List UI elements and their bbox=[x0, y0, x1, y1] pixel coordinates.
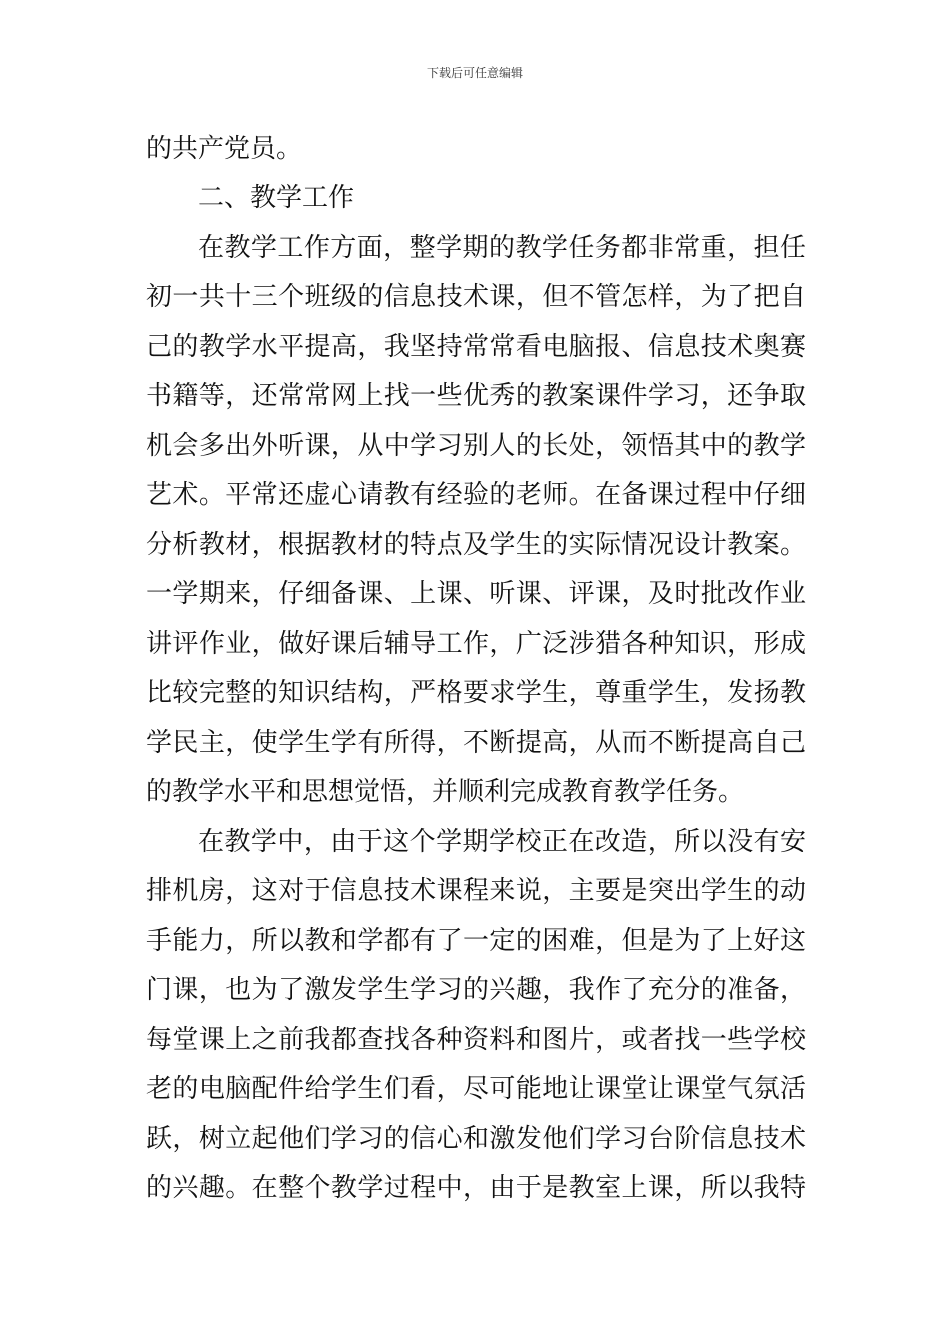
text-line-18: 门课，也为了激发学生学习的兴趣，我作了充分的准备， bbox=[146, 975, 806, 1005]
text-line-8: 艺术。平常还虚心请教有经验的老师。在备课过程中仔细 bbox=[146, 480, 806, 510]
text-line-12: 比较完整的知识结构，严格要求学生，尊重学生，发扬教 bbox=[146, 678, 806, 708]
page-header: 下载后可任意编辑 bbox=[426, 66, 523, 80]
text-line-17: 手能力，所以教和学都有了一定的困难，但是为了上好这 bbox=[146, 926, 806, 956]
text-line-13: 学民主，使学生学有所得，不断提高，从而不断提高自己 bbox=[146, 728, 806, 758]
text-line-11: 讲评作业，做好课后辅导工作，广泛涉猎各种知识，形成 bbox=[146, 629, 806, 659]
text-line-10: 一学期来，仔细备课、上课、听课、评课，及时批改作业 bbox=[146, 579, 806, 609]
text-line-7: 机会多出外听课，从中学习别人的长处，领悟其中的教学 bbox=[146, 431, 806, 461]
text-line-15: 在教学中，由于这个学期学校正在改造，所以没有安 bbox=[198, 827, 806, 857]
text-line-3: 在教学工作方面，整学期的教学任务都非常重，担任 bbox=[198, 233, 806, 263]
text-line-4: 初一共十三个班级的信息技术课，但不管怎样，为了把自 bbox=[146, 282, 806, 312]
section-heading: 二、教学工作 bbox=[198, 183, 355, 213]
text-line-6: 书籍等，还常常网上找一些优秀的教案课件学习，还争取 bbox=[146, 381, 806, 411]
text-line-9: 分析教材，根据教材的特点及学生的实际情况设计教案。 bbox=[146, 530, 806, 560]
text-line-20: 老的电脑配件给学生们看，尽可能地让课堂让课堂气氛活 bbox=[146, 1074, 806, 1104]
text-line-19: 每堂课上之前我都查找各种资料和图片，或者找一些学校 bbox=[146, 1025, 806, 1055]
text-line-21: 跃，树立起他们学习的信心和激发他们学习台阶信息技术 bbox=[146, 1124, 806, 1154]
text-line-14: 的教学水平和思想觉悟，并顺利完成教育教学任务。 bbox=[146, 777, 745, 807]
text-line-22: 的兴趣。在整个教学过程中，由于是教室上课，所以我特 bbox=[146, 1173, 806, 1203]
text-line-16: 排机房，这对于信息技术课程来说，主要是突出学生的动 bbox=[146, 876, 806, 906]
text-line-1: 的共产党员。 bbox=[146, 134, 303, 164]
text-line-5: 己的教学水平提高，我坚持常常看电脑报、信息技术奥赛 bbox=[146, 332, 806, 362]
